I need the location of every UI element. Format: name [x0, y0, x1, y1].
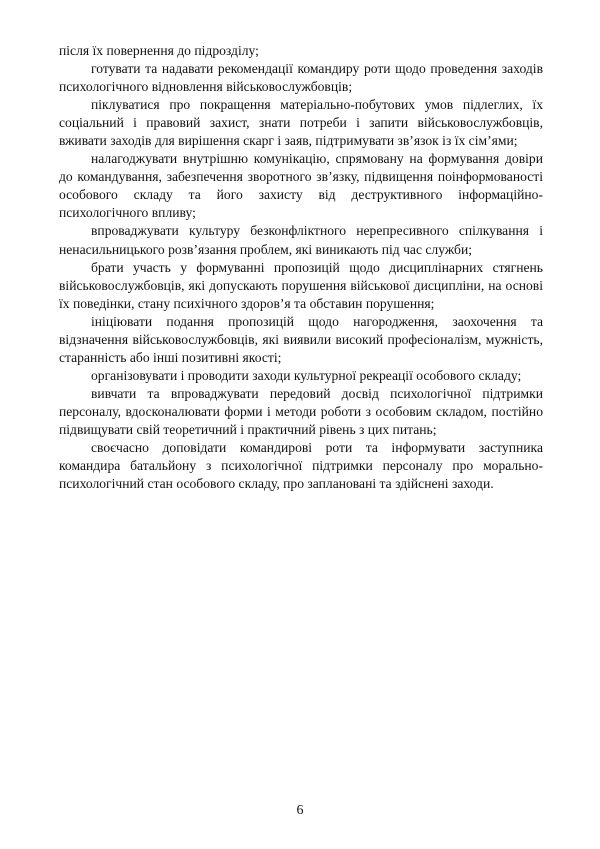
document-body: [59, 42, 543, 493]
paragraph-reporting: своєчасно доповідати командирові роти та інформувати заступника командира батальйону з психологічної підтримки персоналу про морально-психологічний стан особового складу, про заплановані та здійснені заходи.: [59, 440, 543, 492]
page-number: 6: [296, 803, 304, 818]
paragraph-living-conditions: піклуватися про покращення матеріально-побутових умов підлеглих, їх соціальний і правовий захист, знати потреби і запити військовослужбовців, вживати заходів для вирішення скарг і заяв, підтримувати зв’язок із їх сім’ями;: [59, 97, 543, 149]
paragraph-recommendations: готувати та надавати рекомендації командиру роти щодо проведення заходів психологічного відновлення військовослужбовців;: [59, 61, 543, 95]
paragraph-continuation: після їх повернення до підрозділу;: [59, 43, 259, 58]
paragraph-best-practices: вивчати та впроваджувати передовий досвід психологічної підтримки персоналу, вдосконалювати форми і методи роботи з особовим складом, постійно підвищувати свій теоретичний і практичний рівень з цих питань;: [59, 385, 543, 437]
paragraph-conflict-free-culture: впроваджувати культуру безконфліктного нерепресивного спілкування і ненасильницького розв’язання проблем, які виникають під час служби;: [59, 223, 543, 257]
paragraph-internal-communication: налагоджувати внутрішню комунікацію, спрямовану на формування довіри до командування, забезпечення зворотного зв’язку, підвищення поінформованості особового складу та його захисту від деструктивного інформаційно-психологічного впливу;: [59, 151, 543, 221]
paragraph-disciplinary-proposals: брати участь у формуванні пропозицій щодо дисциплінарних стягнень військовослужбовців, які допускають порушення військової дисципліни, на основі їх поведінки, стану психічного здоров’я та обставин порушення;: [59, 259, 543, 311]
paragraph-cultural-recreation: організовувати і проводити заходи культурної рекреації особового складу;: [91, 367, 522, 383]
paragraph-awards-proposals: ініціювати подання пропозицій щодо нагородження, заохочення та відзначення військовослужбовців, які виявили високий професіоналізм, мужність, старанність або інші позитивні якості;: [59, 313, 543, 365]
